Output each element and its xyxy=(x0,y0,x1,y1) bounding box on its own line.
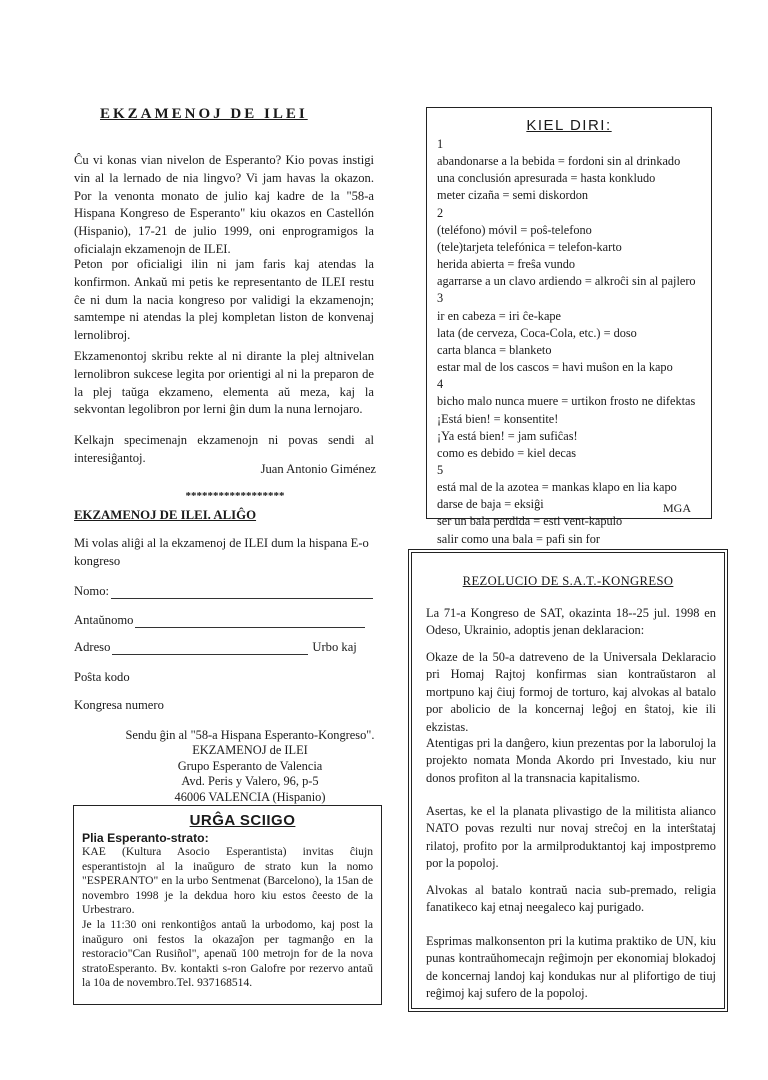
kiel-diri-line: 5 xyxy=(437,462,444,477)
kiel-diri-line: ser un bala perdida = esti vent-kapulo xyxy=(437,514,623,529)
kiel-diri-line: ¡Ya está bien! = jam sufiĉas! xyxy=(437,428,578,443)
kiel-diri-line: abandonarse a la bebida = fordoni sin al drinkado xyxy=(437,154,681,169)
kiel-diri-line: ¡Está bien! = konsentite! xyxy=(437,411,559,426)
form-label: Urbo kaj xyxy=(312,640,357,654)
send-line: Grupo Esperanto de Valencia xyxy=(177,758,323,773)
send-line: Avd. Peris y Valero, 96, p-5 xyxy=(181,774,319,789)
kiel-diri-line: agarrarse a un clavo ardiendo = alkroĉi sin al pajlero xyxy=(437,274,696,289)
form-label: Adreso xyxy=(74,640,111,654)
kiel-diri-title: KIEL DIRI: xyxy=(526,117,612,134)
rezolucio-paragraph: La 71-a Kongreso de SAT, okazinta 18--25 jul. 1998 en Odeso, Ukrainio, adoptis jenan deklaracion: xyxy=(426,606,716,638)
form-row-adreso xyxy=(74,640,357,655)
rezolucio-paragraph: Okaze de la 50-a datreveno de la Universala Deklaracio pri Homaj Rajtoj konfirmas sian kontraŭstaron al mortpuno kaj ĉiuj formoj de torturo, kaj alvokas al batalo por abolicio de la koncernaj leĝoj en ŝtatoj, kie ili ekzistas. xyxy=(426,650,716,734)
rezolucio-box xyxy=(408,549,728,1012)
article-title: EKZAMENOJ DE ILEI xyxy=(100,106,308,122)
urgent-notice-box xyxy=(73,805,382,1005)
rezolucio-paragraph: Esprimas malkonsenton pri la kutima praktiko de UN, kiu punas kontraŭhomecajn reĝimojn per ekonomiaj blokadoj de koncernaj landoj kaj kondukas nur al plifortigo de tiuj reĝimoj kaj sufero de la popoloj. xyxy=(426,934,716,1001)
kiel-diri-line: estar mal de los cascos = havi muŝon en la kapo xyxy=(437,360,673,375)
send-line: 46006 VALENCIA (Hispanio) xyxy=(174,789,326,804)
urgent-notice-paragraph: KAE (Kultura Asocio Esperantista) invitas ĉiujn esperantistojn al la inaŭguro de strato kun la nomo "ESPERANTO" en la urbo Sentmenat (Barcelono), la 15an de novembro 1998 je la dekdua horo kiu estos ĉeesto de la Urbestraro. xyxy=(82,845,373,917)
form-label: Nomo: xyxy=(74,584,109,598)
article-paragraph: Peton por oficialigi ilin ni jam faris kaj atendas la konfirmon. Ankaŭ mi petis ke representanto de ILEI restu ĉe ni dum la nacia kongreso por validigi la ekzamenojn; samtempe ni atendas la plej kompletan liston de konvenaj lernolibroj. xyxy=(74,257,374,343)
rezolucio-paragraph: Atentigas pri la danĝero, kiun prezentas por la laboruloj la projekto nomata Monda Akordo pri Investado, kiu nur donos profiton al la transnacia kapitalismo. xyxy=(426,736,716,785)
form-row-posta xyxy=(74,670,130,685)
kiel-diri-line: darse de baja = eksiĝi xyxy=(437,497,544,512)
form-label: Kongresa numero xyxy=(74,698,164,712)
urgent-notice-subtitle: Plia Esperanto-strato: xyxy=(82,831,209,845)
kiel-diri-line: una conclusión apresurada = hasta konkludo xyxy=(437,171,656,186)
kiel-diri-line: (teléfono) móvil = poŝ-telefono xyxy=(437,222,592,237)
rezolucio-title: REZOLUCIO DE S.A.T.-KONGRESO xyxy=(462,574,674,588)
send-line: EKZAMENOJ de ILEI xyxy=(192,743,308,758)
form-blank-line[interactable] xyxy=(112,653,308,655)
form-blank-line[interactable] xyxy=(135,626,365,628)
kiel-diri-line: 2 xyxy=(437,205,444,220)
article-paragraph: Ekzamenontoj skribu rekte al ni dirante la plej altnivelan lernolibron sukcese legita por orientigi al ni la preparon de la plej taŭga ekzameno, elementa aŭ meza, kaj la sekvontan legolibron por lerni ĝin dum la nuna lernojaro. xyxy=(74,349,374,417)
send-line: Sendu ĝin al "58-a Hispana Esperanto-Kongreso". xyxy=(125,728,375,742)
form-label: Poŝta kodo xyxy=(74,670,130,684)
kiel-diri-line: como es debido = kiel decas xyxy=(437,445,577,460)
kiel-diri-line: está mal de la azotea = mankas klapo en lia kapo xyxy=(437,480,677,495)
send-address-block xyxy=(120,728,380,805)
kiel-diri-line: ir en cabeza = iri ĉe-kape xyxy=(437,308,562,323)
kiel-diri-line: bicho malo nunca muere = urtikon frosto ne difektas xyxy=(437,394,696,409)
kiel-diri-line: 1 xyxy=(437,137,444,151)
form-row-antaunomo xyxy=(74,613,365,628)
article-paragraph: Kelkajn specimenajn ekzamenojn ni povas sendi al interesiĝantoj. xyxy=(74,433,374,465)
kiel-diri-line: (tele)tarjeta telefónica = telefon-karto xyxy=(437,239,622,254)
article-signature: Juan Antonio Giménez xyxy=(260,462,376,476)
form-intro: Mi volas aliĝi al la ekzamenoj de ILEI dum la hispana E-o kongreso xyxy=(74,536,369,568)
rezolucio-paragraph: Asertas, ke el la planata plivastigo de la militista alianco NATO povas rezulti nur novaj streĉoj en la interŝtataj rilatoj, profito por la armilproduktantoj kaj impostpremo por la popoloj. xyxy=(426,804,716,871)
kiel-diri-line: carta blanca = blanketo xyxy=(437,342,552,357)
form-row-nomo xyxy=(74,584,373,599)
kiel-diri-line: lata (de cerveza, Coca-Cola, etc.) = doso xyxy=(437,325,637,340)
separator-stars: ****************** xyxy=(185,490,285,502)
form-row-kongresa xyxy=(74,698,164,713)
kiel-diri-signature: MGA xyxy=(662,501,691,515)
kiel-diri-line: 4 xyxy=(437,377,444,392)
form-label: Antaŭnomo xyxy=(74,613,134,627)
urgent-notice-title: URĜA SCIIGO xyxy=(189,812,296,829)
kiel-diri-list xyxy=(437,136,707,548)
urgent-notice-paragraph: Je la 11:30 oni renkontiĝos antaŭ la urbodomo, kaj post la inaŭguro oni festos la okazaĵon per tagmanĝo en la restoracio"Can Rusiñol", apenaŭ 100 metrojn for de la nova stratoEsperanto. Bv. kontakti s-ron Galofre por rezervo antaŭ la 10a de novembro.Tel. 937168514. xyxy=(82,917,373,990)
kiel-diri-line: meter cizaña = semi diskordon xyxy=(437,188,589,203)
form-title: EKZAMENOJ DE ILEI. ALIĜO xyxy=(74,508,257,522)
article-paragraph: Ĉu vi konas vian nivelon de Esperanto? Kio povas instigi vin al la lernado de nia lingvo? Vi jam havas la okazon. Por la venonta monato de julio kaj kadre de la "58-a Hispana Kongreso de Esperanto" kiu okazos en Castellón (Hispanio), 17-21 de julio 1999, oni enprogramigos la oficialajn ekzamenojn de ILEI. xyxy=(74,153,374,256)
kiel-diri-line: 3 xyxy=(437,291,444,306)
kiel-diri-line: herida abierta = freŝa vundo xyxy=(437,257,576,272)
kiel-diri-box xyxy=(426,107,712,546)
kiel-diri-line: salir como una bala = pafi sin for xyxy=(437,531,600,546)
form-blank-line[interactable] xyxy=(111,597,373,599)
rezolucio-paragraph: Alvokas al batalo kontraŭ nacia sub-premado, religia fanatikeco kaj etnaj neegaleco kaj purigado. xyxy=(426,883,716,915)
